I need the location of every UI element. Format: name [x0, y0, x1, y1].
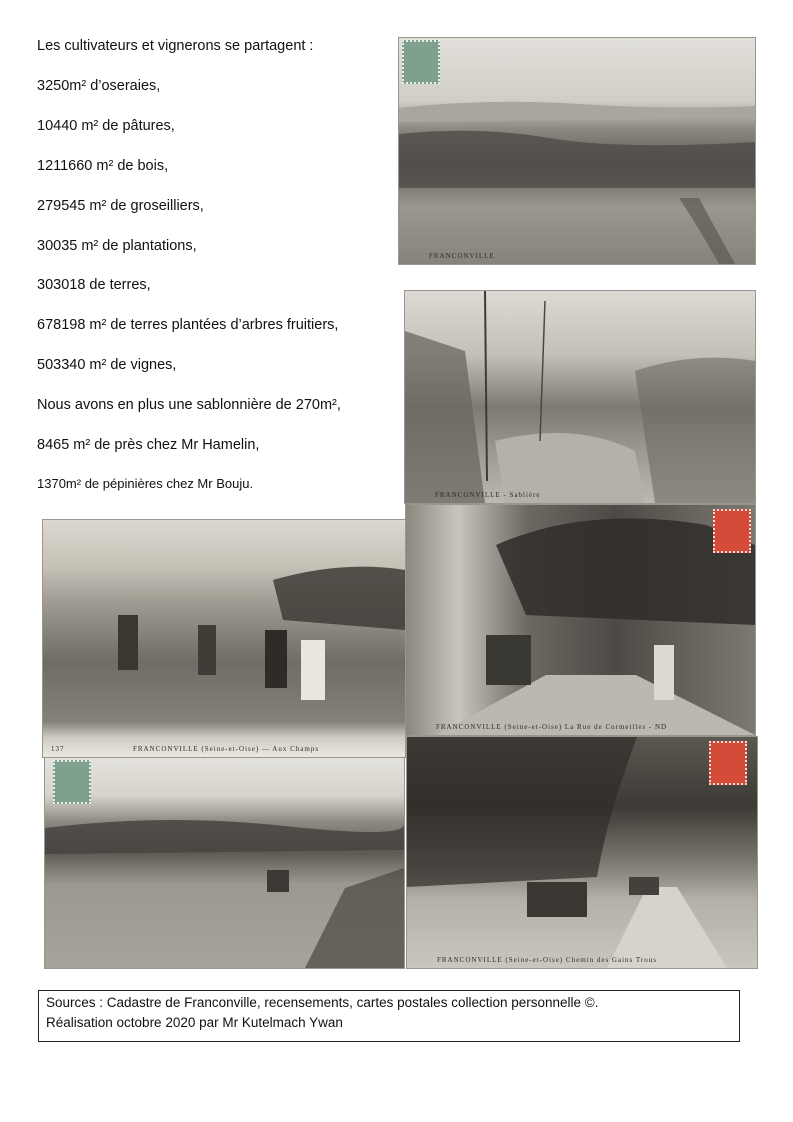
postcard-number: 137 [51, 745, 65, 753]
sources-box [38, 990, 740, 1042]
land-item: 10440 m² de pâtures, [37, 118, 175, 134]
land-item: 678198 m² de terres plantées d’arbres fruitiers, [37, 317, 339, 333]
panorama-scene [399, 38, 755, 264]
champs-scene [43, 520, 405, 757]
land-item: 3250m² d’oseraies, [37, 78, 161, 94]
postcard-caption: FRANCONVILLE (Seine-et-Oise) La Rue de Cormeilles - ND [436, 723, 668, 731]
stamp-icon [53, 760, 91, 804]
sablieres-scene [405, 291, 755, 503]
chemin-scene [407, 737, 757, 968]
land-item: 30035 m² de plantations, [37, 238, 197, 254]
land-item: Nous avons en plus une sablonnière de 270m², [37, 397, 341, 413]
intro-text: Les cultivateurs et vignerons se partagent : [37, 38, 314, 54]
land-item: 503340 m² de vignes, [37, 357, 177, 373]
stamp-icon [713, 509, 751, 553]
credit-line: Réalisation octobre 2020 par Mr Kutelmach Ywan [46, 1015, 343, 1030]
vue-scene [45, 758, 404, 968]
postcard-caption: FRANCONVILLE [429, 252, 495, 260]
sources-line: Sources : Cadastre de Franconville, recensements, cartes postales collection personnelle ©. [46, 995, 599, 1010]
land-item: 8465 m² de près chez Mr Hamelin, [37, 437, 260, 453]
postcard-panorama [398, 37, 756, 265]
postcard-caption: FRANCONVILLE - Sablière [435, 491, 541, 499]
postcard-caption: FRANCONVILLE (Seine-et-Oise) Chemin des Gains Trous [437, 956, 657, 964]
rue-scene [406, 505, 755, 735]
land-item: 1370m² de pépinières chez Mr Bouju. [37, 476, 254, 491]
stamp-icon [709, 741, 747, 785]
land-item: 303018 de terres, [37, 277, 151, 293]
postcard-caption: FRANCONVILLE (Seine-et-Oise) — Aux Champs [133, 745, 320, 753]
postcard-chemin [406, 736, 758, 969]
land-item: 1211660 m² de bois, [37, 158, 169, 174]
postcard-rue [405, 504, 756, 736]
stamp-icon [402, 40, 440, 84]
land-item: 279545 m² de groseilliers, [37, 198, 204, 214]
postcard-sablieres [404, 290, 756, 504]
postcard-vue [44, 757, 405, 969]
postcard-champs [42, 519, 406, 758]
